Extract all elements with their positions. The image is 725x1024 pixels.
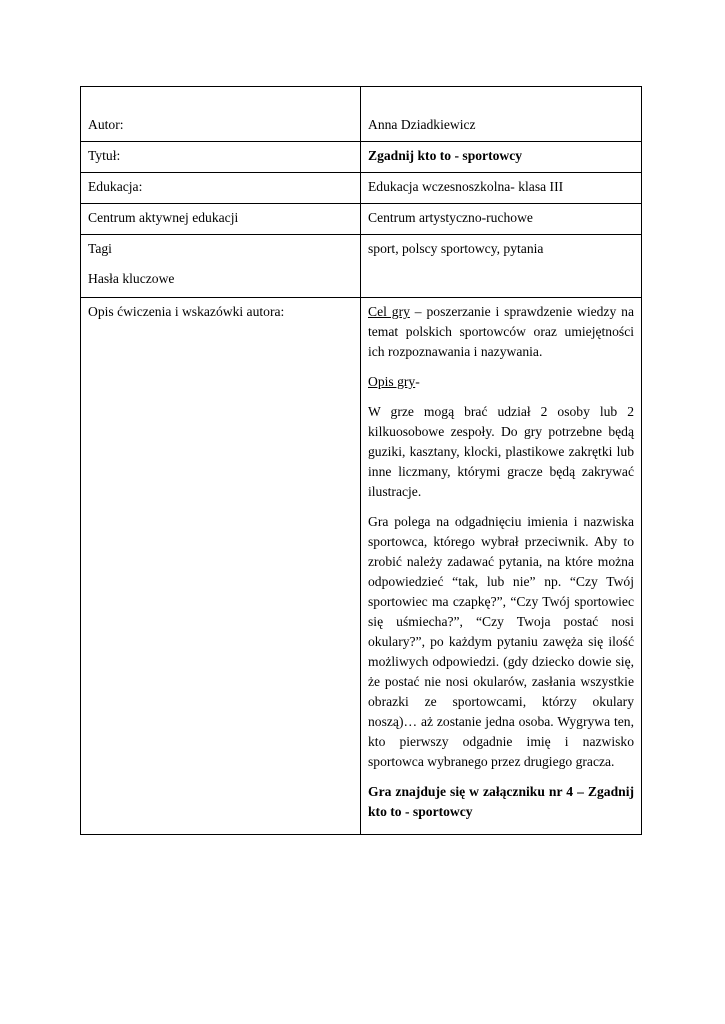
row-tytul [81,142,642,173]
label-edukacja: Edukacja: [81,173,361,204]
label-tagi-line2: Hasła kluczowe [88,271,175,286]
row-autor [81,87,642,142]
row-opis [81,298,642,835]
value-centrum: Centrum artystyczno-ruchowe [361,204,642,235]
value-tagi: sport, polscy sportowcy, pytania [361,235,642,298]
label-tagi-line1: Tagi [88,241,112,256]
label-opis: Opis ćwiczenia i wskazówki autora: [81,298,361,835]
row-tagi [81,235,642,298]
opis-paragraph-2: Gra polega na odgadnięciu imienia i nazwiska sportowca, którego wybrał przeciwnik. Aby to zrobić należy zadawać pytania, na które można odpowiedzieć “tak, lub nie” np. “Czy Twój sportowiec ma czapkę?”, “Czy Twój sportowiec się uśmiecha?”, “Czy Twoja postać nosi okulary?”, po każdym pytaniu zawęża się ilość możliwych odpowiedzi. (gdy dziecko dowie się, że postać nie nosi okularów, zasłania wszystkie obrazki ze sportowcami, którzy okulary noszą)… aż zostanie jedna osoba. Wygrywa ten, kto pierwszy odgadnie imię i nazwisko sportowca wybranego przez drugiego gracza. [368,514,634,769]
opis-gry-heading-line [368,372,634,392]
attachment-note: Gra znajduje się w załączniku nr 4 – Zgadnij kto to - sportowcy [368,784,634,819]
label-centrum: Centrum aktywnej edukacji [81,204,361,235]
opis-gry-suffix: - [415,374,420,389]
opis-paragraph-1: W grze mogą brać udział 2 osoby lub 2 kilkuosobowe zespoły. Do gry potrzebne będą guziki, kasztany, klocki, plastikowe zakrętki lub inne liczmany, którymi gracze będą zakrywać ilustracje. [368,404,634,499]
label-tytul: Tytuł: [81,142,361,173]
value-autor: Anna Dziadkiewicz [361,87,642,142]
value-opis [361,298,642,835]
cel-gry-heading: Cel gry [368,304,410,319]
value-tytul: Zgadnij kto to - sportowcy [361,142,642,173]
lesson-info-table [80,86,642,835]
label-autor: Autor: [81,87,361,142]
row-centrum [81,204,642,235]
label-tagi [81,235,361,298]
value-edukacja: Edukacja wczesnoszkolna- klasa III [361,173,642,204]
opis-gry-heading: Opis gry [368,374,416,389]
cel-gry-text: – poszerzanie i sprawdzenie wiedzy na temat polskich sportowców oraz umiejętności ich rozpoznawania i nazywania. [368,304,634,359]
cel-gry-paragraph [368,302,634,362]
row-edukacja [81,173,642,204]
